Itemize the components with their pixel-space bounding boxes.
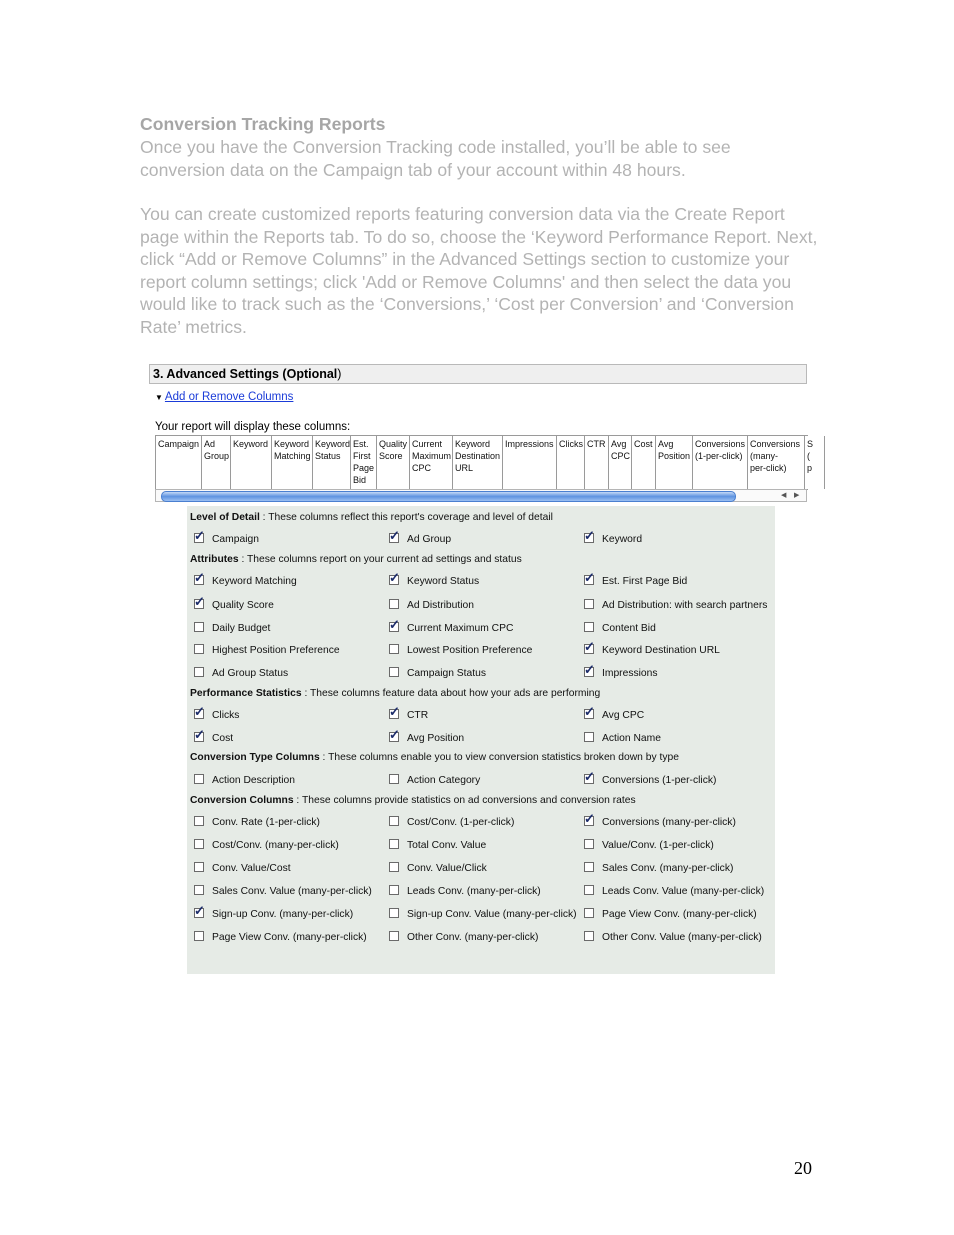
checkbox-unchecked[interactable]: [389, 908, 399, 918]
column-option[interactable]: [194, 623, 270, 634]
column-option-label: Impressions: [602, 668, 658, 679]
column-option-label: Conversions (many-per-click): [602, 817, 736, 828]
checkbox-checked[interactable]: [584, 667, 594, 677]
section-heading-desc: : These columns feature data about how your ads are performing: [301, 688, 601, 699]
column-option-label: Cost/Conv. (many-per-click): [212, 840, 339, 851]
advanced-settings-header: [149, 364, 807, 384]
column-option-label: Est. First Page Bid: [602, 576, 688, 587]
column-option[interactable]: [584, 863, 733, 874]
report-column-header: Keyword Destination URL: [453, 436, 503, 489]
column-option[interactable]: [389, 645, 532, 656]
column-option-label: Other Conv. (many-per-click): [407, 932, 539, 943]
column-option[interactable]: [389, 576, 479, 587]
checkbox-unchecked[interactable]: [194, 862, 204, 872]
report-column-header: Clicks: [557, 436, 585, 489]
section-heading-title: Conversion Columns: [190, 795, 294, 806]
section-heading-desc: : These columns provide statistics on ad conversions and conversion rates: [293, 795, 636, 806]
checkbox-unchecked[interactable]: [194, 667, 204, 677]
scroll-left-icon[interactable]: ◀: [781, 492, 787, 499]
column-option-label: Campaign Status: [407, 668, 486, 679]
column-option-label: Keyword Destination URL: [602, 645, 720, 656]
checkbox-unchecked[interactable]: [389, 599, 399, 609]
checkbox-unchecked[interactable]: [194, 644, 204, 654]
column-option-label: Action Description: [212, 775, 295, 786]
section-heading-title: Level of Detail: [190, 512, 260, 523]
column-option[interactable]: [389, 932, 538, 943]
checkbox-checked[interactable]: [194, 732, 204, 742]
column-option[interactable]: [389, 733, 464, 744]
column-option[interactable]: [584, 668, 658, 679]
column-option-label: Action Category: [407, 775, 481, 786]
checkbox-checked[interactable]: [584, 709, 594, 719]
triangle-down-icon[interactable]: ▼: [155, 393, 163, 402]
column-option-label: Conv. Rate (1-per-click): [212, 817, 320, 828]
checkbox-unchecked[interactable]: [584, 931, 594, 941]
section-heading-desc: : These columns enable you to view conversion statistics broken down by type: [319, 752, 679, 763]
column-option-label: CTR: [407, 710, 429, 721]
column-option-label: Keyword Status: [407, 576, 480, 587]
column-option[interactable]: [389, 600, 474, 611]
column-option[interactable]: [194, 576, 297, 587]
checkbox-unchecked[interactable]: [389, 644, 399, 654]
column-option-label: Sign-up Conv. (many-per-click): [212, 909, 354, 920]
section-heading: [190, 795, 636, 806]
column-option[interactable]: [584, 534, 642, 545]
report-column-header: Current Maximum CPC: [410, 436, 453, 489]
report-columns-table: [155, 435, 814, 490]
intro-paragraph: Once you have the Conversion Tracking code installed, you’ll be able to see conversion data on the Campaign tab of your account within 48 hours.: [140, 137, 731, 180]
column-option[interactable]: [389, 863, 487, 874]
horizontal-scrollbar[interactable]: [155, 489, 807, 502]
column-option-label: Campaign: [212, 534, 259, 545]
report-column-header: Campaign: [156, 436, 202, 489]
column-option-label: Avg Position: [407, 733, 465, 744]
column-option[interactable]: [389, 668, 486, 679]
column-option[interactable]: [194, 668, 288, 679]
column-option-label: Ad Distribution: with search partners: [602, 600, 768, 611]
report-column-header: Keyword Status: [313, 436, 351, 489]
advanced-settings-title: 3. Advanced Settings (Optional: [153, 367, 338, 381]
checkbox-unchecked[interactable]: [584, 622, 594, 632]
column-option-label: Leads Conv. (many-per-click): [407, 886, 541, 897]
column-option-label: Conversions (1-per-click): [602, 775, 717, 786]
column-option-label: Quality Score: [212, 600, 274, 611]
add-remove-columns: [155, 391, 293, 403]
report-column-header: Est. First Page Bid: [351, 436, 377, 489]
checkbox-checked[interactable]: [389, 575, 399, 585]
column-option[interactable]: [389, 817, 514, 828]
column-option-label: Ad Distribution: [407, 600, 474, 611]
report-column-header: Impressions: [503, 436, 557, 489]
checkbox-checked[interactable]: [389, 533, 399, 543]
checkbox-unchecked[interactable]: [194, 622, 204, 632]
column-selection-panel: [187, 506, 775, 974]
instructions-paragraph: You can create customized reports featuring conversion data via the Create Report page within the Reports tab. To do so, choose the ‘Keyword Performance Report. Next, click “Add or Remove Columns” in the Advanced Settings section to customize your report column settings; click 'Add or Remove Columns' and then select the data you would like to track such as the ‘Conversions,’ ‘Cost per Conversion’ and ‘Conversion Rate’ metrics.: [140, 204, 818, 337]
section-heading: [190, 554, 522, 565]
column-option-label: Lowest Position Preference: [407, 645, 533, 656]
checkbox-unchecked[interactable]: [584, 732, 594, 742]
checkbox-unchecked[interactable]: [389, 774, 399, 784]
report-column-header: Avg Position: [656, 436, 693, 489]
report-column-header: CTR: [585, 436, 609, 489]
column-option[interactable]: [584, 576, 687, 587]
advanced-settings-title-tail: ): [337, 367, 342, 381]
checkbox-unchecked[interactable]: [584, 839, 594, 849]
report-column-header: Keyword Matching: [272, 436, 313, 489]
column-option-label: Cost/Conv. (1-per-click): [407, 817, 515, 828]
checkbox-unchecked[interactable]: [584, 885, 594, 895]
column-option[interactable]: [194, 840, 339, 851]
column-option[interactable]: [194, 534, 259, 545]
column-option[interactable]: [389, 534, 451, 545]
column-option[interactable]: [389, 840, 486, 851]
column-option[interactable]: [584, 733, 661, 744]
column-option-label: Ad Group Status: [212, 668, 289, 679]
add-remove-columns-link[interactable]: Add or Remove Columns: [164, 391, 294, 403]
display-columns-label: Your report will display these columns:: [155, 421, 351, 433]
section-heading-desc: : These columns reflect this report's coverage and level of detail: [259, 512, 553, 523]
checkbox-unchecked[interactable]: [584, 908, 594, 918]
column-option-label: Value/Conv. (1-per-click): [602, 840, 714, 851]
section-heading-title: Performance Statistics: [190, 688, 302, 699]
column-option[interactable]: [389, 909, 577, 920]
checkbox-unchecked[interactable]: [389, 667, 399, 677]
report-column-header: Quality Score: [377, 436, 410, 489]
column-option[interactable]: [194, 710, 239, 721]
checkbox-checked[interactable]: [389, 622, 399, 632]
section-heading-title: Conversion Type Columns: [190, 752, 320, 763]
column-option[interactable]: [389, 775, 480, 786]
checkbox-checked[interactable]: [584, 644, 594, 654]
column-option[interactable]: [584, 909, 757, 920]
checkbox-checked[interactable]: [194, 709, 204, 719]
column-option-label: Conv. Value/Cost: [212, 863, 291, 874]
column-option-label: Ad Group: [407, 534, 452, 545]
report-column-header: Ad Group: [202, 436, 231, 489]
column-option-label: Content Bid: [602, 623, 656, 634]
checkbox-unchecked[interactable]: [194, 931, 204, 941]
report-column-header: Conversions (1-per-click): [693, 436, 748, 489]
checkbox-unchecked[interactable]: [194, 839, 204, 849]
report-column-header: Avg CPC: [609, 436, 632, 489]
column-option[interactable]: [194, 775, 295, 786]
column-option[interactable]: [194, 645, 340, 656]
column-option-label: Keyword Matching: [212, 576, 297, 587]
column-option-label: Highest Position Preference: [212, 645, 340, 656]
checkbox-unchecked[interactable]: [194, 885, 204, 895]
checkbox-checked[interactable]: [194, 533, 204, 543]
column-option[interactable]: [584, 775, 716, 786]
column-option-label: Daily Budget: [212, 623, 271, 634]
section-heading: [190, 752, 679, 763]
column-option[interactable]: [389, 710, 428, 721]
report-column-header: Keyword: [231, 436, 272, 489]
section-heading-desc: : These columns report on your current ad settings and status: [238, 554, 522, 565]
checkbox-unchecked[interactable]: [389, 862, 399, 872]
column-option[interactable]: [584, 886, 764, 897]
column-option-label: Sales Conv. (many-per-click): [602, 863, 734, 874]
report-column-header: S ( p: [805, 436, 825, 489]
checkbox-checked[interactable]: [194, 575, 204, 585]
checkbox-checked[interactable]: [194, 599, 204, 609]
column-option[interactable]: [584, 840, 714, 851]
column-option-label: Current Maximum CPC: [407, 623, 514, 634]
page-number: 20: [794, 1158, 812, 1178]
section-heading: [190, 512, 553, 523]
column-option[interactable]: [194, 863, 291, 874]
section-title: Conversion Tracking Reports: [140, 114, 386, 134]
column-option-label: Other Conv. Value (many-per-click): [602, 932, 762, 943]
column-option-label: Sales Conv. Value (many-per-click): [212, 886, 372, 897]
checkbox-checked[interactable]: [584, 575, 594, 585]
column-option-label: Total Conv. Value: [407, 840, 487, 851]
checkbox-checked[interactable]: [584, 774, 594, 784]
column-option[interactable]: [584, 623, 656, 634]
checkbox-checked[interactable]: [584, 533, 594, 543]
checkbox-unchecked[interactable]: [584, 862, 594, 872]
scrollbar-thumb[interactable]: [161, 491, 736, 502]
column-option[interactable]: [194, 909, 353, 920]
column-option-label: Sign-up Conv. Value (many-per-click): [407, 909, 577, 920]
column-option[interactable]: [194, 817, 320, 828]
section-heading: [190, 688, 600, 699]
column-option-label: Leads Conv. Value (many-per-click): [602, 886, 765, 897]
column-option-label: Conv. Value/Click: [407, 863, 487, 874]
checkbox-checked[interactable]: [389, 709, 399, 719]
column-option-label: Avg CPC: [602, 710, 645, 721]
column-option-label: Page View Conv. (many-per-click): [212, 932, 367, 943]
checkbox-unchecked[interactable]: [584, 599, 594, 609]
report-column-header: Cost: [632, 436, 656, 489]
column-option[interactable]: [194, 932, 367, 943]
column-option[interactable]: [584, 645, 720, 656]
column-option-label: Keyword: [602, 534, 643, 545]
column-option[interactable]: [194, 886, 372, 897]
column-option-label: Page View Conv. (many-per-click): [602, 909, 757, 920]
column-option[interactable]: [194, 733, 233, 744]
column-option[interactable]: [194, 600, 274, 611]
checkbox-checked[interactable]: [584, 816, 594, 826]
checkbox-unchecked[interactable]: [389, 931, 399, 941]
column-option[interactable]: [389, 886, 541, 897]
checkbox-checked[interactable]: [194, 908, 204, 918]
checkbox-unchecked[interactable]: [194, 774, 204, 784]
column-option[interactable]: [584, 710, 644, 721]
column-option[interactable]: [584, 932, 762, 943]
checkbox-unchecked[interactable]: [194, 816, 204, 826]
report-column-header: Conversions (many- per-click): [748, 436, 805, 489]
column-option[interactable]: [584, 600, 767, 611]
column-option[interactable]: [389, 623, 513, 634]
checkbox-unchecked[interactable]: [389, 816, 399, 826]
column-option-label: Cost: [212, 733, 234, 744]
checkbox-checked[interactable]: [389, 732, 399, 742]
column-option[interactable]: [584, 817, 736, 828]
section-heading-title: Attributes: [190, 554, 239, 565]
scroll-right-icon[interactable]: ▶: [794, 492, 800, 499]
checkbox-unchecked[interactable]: [389, 839, 399, 849]
column-option-label: Clicks: [212, 710, 240, 721]
column-option-label: Action Name: [602, 733, 661, 744]
checkbox-unchecked[interactable]: [389, 885, 399, 895]
